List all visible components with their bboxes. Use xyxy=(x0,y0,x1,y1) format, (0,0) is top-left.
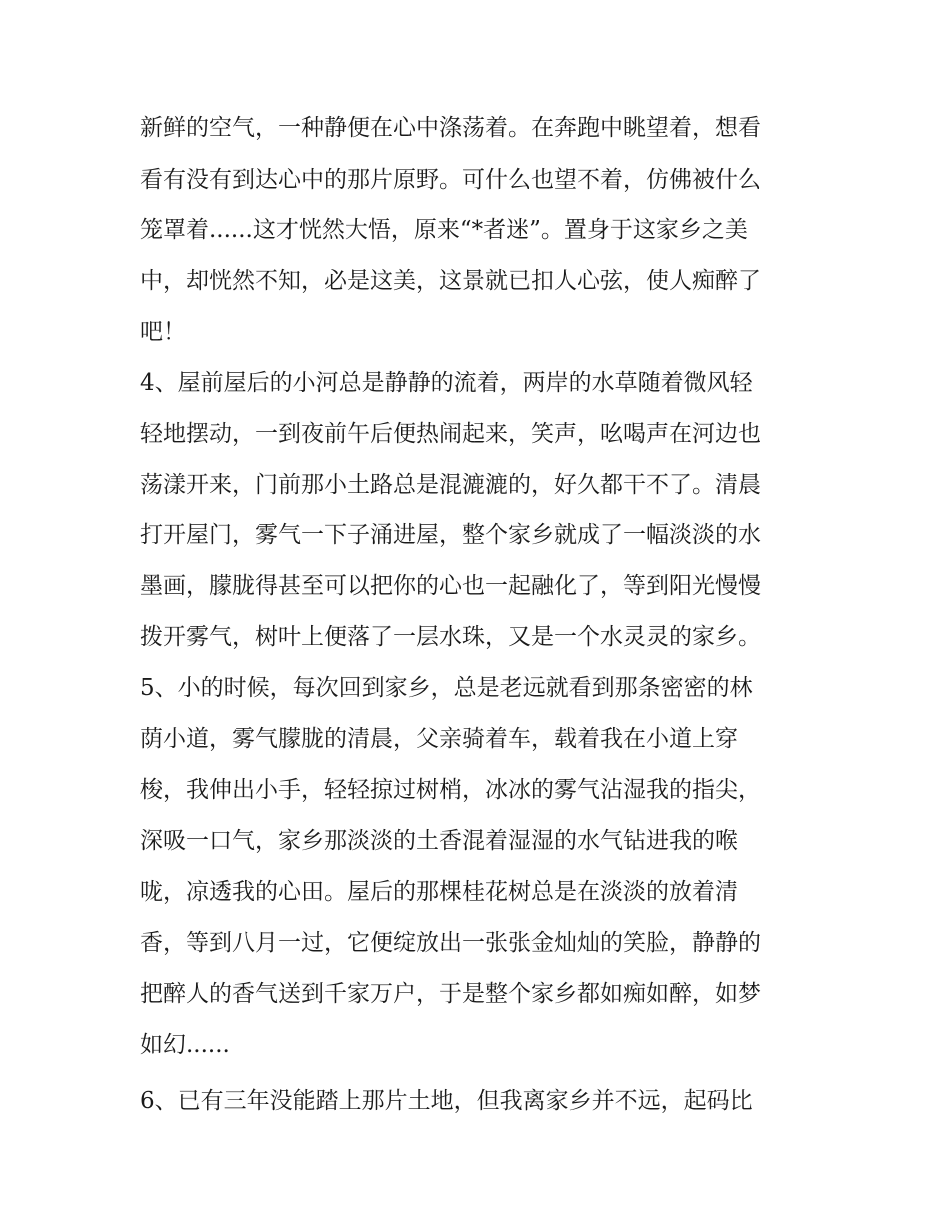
text-line: 如幻...... xyxy=(140,1032,230,1058)
text-line: 打开屋门，雾气一下子涌进屋，整个家乡就成了一幅淡淡的水 xyxy=(140,522,761,548)
text-line: 轻地摆动，一到夜前午后便热闹起来，笑声，吆喝声在河边也 xyxy=(140,421,761,447)
text-line: 5、小的时候，每次回到家乡，总是老远就看到那条密密的林 xyxy=(140,675,753,701)
text-line: 荡漾开来，门前那小土路总是混漉漉的，好久都干不了。清晨 xyxy=(140,472,761,498)
text-line: 香，等到八月一过，它便绽放出一张张金灿灿的笑脸，静静的 xyxy=(140,930,761,956)
text-line: 把醉人的香气送到千家万户，于是整个家乡都如痴如醉，如梦 xyxy=(140,981,761,1007)
text-line: 梭，我伸出小手，轻轻掠过树梢，冰冰的雾气沾湿我的指尖， xyxy=(140,777,761,803)
text-line: 新鲜的空气，一种静便在心中涤荡着。在奔跑中眺望着，想看 xyxy=(140,115,761,141)
text-line: 墨画，朦胧得甚至可以把你的心也一起融化了，等到阳光慢慢 xyxy=(140,573,761,599)
text-line: 6、已有三年没能踏上那片土地，但我离家乡并不远，起码比 xyxy=(140,1088,753,1114)
text-line: 拨开雾气，树叶上便落了一层水珠，又是一个水灵灵的家乡。 xyxy=(140,624,761,650)
text-line: 吧！ xyxy=(140,319,186,345)
text-line: 看有没有到达心中的那片原野。可什么也望不着，仿佛被什么 xyxy=(140,167,761,193)
text-line: 笼罩着......这才恍然大悟，原来“*者迷”。置身于这家乡之美 xyxy=(140,217,748,243)
text-line: 中，却恍然不知，必是这美，这景就已扣人心弦，使人痴醉了 xyxy=(140,268,761,294)
text-line: 深吸一口气，家乡那淡淡的土香混着湿湿的水气钻进我的喉 xyxy=(140,828,738,854)
text-line: 荫小道，雾气朦胧的清晨，父亲骑着车，载着我在小道上穿 xyxy=(140,726,738,752)
text-line: 4、屋前屋后的小河总是静静的流着，两岸的水草随着微风轻 xyxy=(140,370,753,396)
text-line: 咙，凉透我的心田。屋后的那棵桂花树总是在淡淡的放着清 xyxy=(140,879,738,905)
